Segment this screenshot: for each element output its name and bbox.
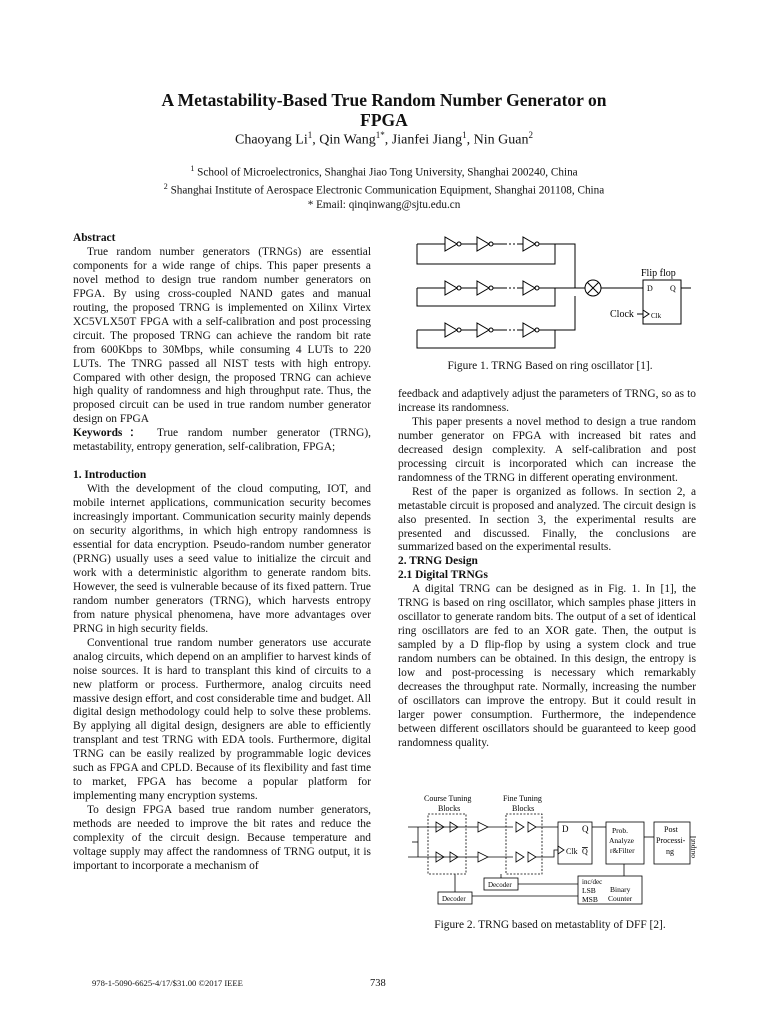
figure-2-dff-metastability — [398, 792, 700, 917]
right-paragraph-1: feedback and adaptively adjust the parameters of TRNG, so as to increase its randomness. — [398, 388, 696, 414]
intro-paragraph-1: With the development of the cloud computing, IOT, and mobile internet applications, communication security becomes increasingly important. Communication security mainly depends on security algorithms, in which high entropy randomness is essential for data encryption. Pseudo-random number generator (PRNG) usually uses a seed value to initialize the circuit and work with a deterministic algorithm to generate random bits. However, the seed is vulnerable because of its fixed pattern. True random number generators (TRNG), which harvests entropy from nature physical phenomena, have more advantages over PRNG in high security fields. — [73, 483, 371, 635]
prob-label-3: r&Filter — [610, 846, 635, 855]
coarse-tuning-box — [428, 814, 466, 874]
keywords-label: Keywords： — [73, 427, 148, 440]
decoder-fine-label: Decoder — [488, 881, 512, 889]
coarse-blocks-label: Blocks — [438, 804, 461, 813]
author-affiliation-marker: 2 — [528, 130, 533, 140]
left-column — [73, 232, 371, 874]
ring-oscillator-3 — [417, 296, 575, 348]
post-label-3: ng — [666, 847, 674, 856]
ff-q-label: Q — [670, 284, 676, 293]
output-label: output — [688, 838, 697, 858]
ring-oscillator-2 — [417, 281, 585, 306]
keywords-text: True random number generator (TRNG), metastability, entropy generation, self-calibration, FPGA; — [73, 427, 371, 454]
abstract-text: True random number generators (TRNGs) are essential components for a wide range of chips. This paper presents a novel method to design true random number generators on FPGA. By using cross-coupled NAND gates and manual routing, the proposed TRNG is implemented on Xilinx Virtex XC5VLX50T FPGA with a self-calibration and post processing circuit. The proposed TRNG can achieve the random bit rate from 600Kbps to 30Mbps, while consuming 4 LUTs to 220 LUTs. The TNRG passed all NIST tests with high entropy. Compared with other design, the proposed TRNG can achieve high quality of randomness and high throughput rate. Thus, the proposed circuit can be used in true random number generator design on FPGA — [73, 245, 371, 426]
affiliations — [60, 162, 708, 213]
title-line-2: FPGA — [360, 110, 408, 130]
figure-2-caption: Figure 2. TRNG based on metastablity of DFF [2]. — [434, 919, 666, 931]
section-2-1-heading: 2.1 Digital TRNGs — [398, 569, 488, 582]
counter-msb-label: MSB — [582, 895, 598, 904]
flip-flop-label: Flip flop — [641, 268, 676, 279]
keywords — [73, 427, 371, 455]
post-label-1: Post — [664, 825, 678, 834]
counter-lsb-label: LSB — [582, 886, 596, 895]
figure-1-ring-oscillator — [405, 228, 695, 358]
author-affiliation-marker: 1* — [375, 130, 385, 140]
affiliation-line: * Email: qinqinwang@sjtu.edu.cn — [307, 199, 461, 212]
author-affiliation-marker: 1 — [307, 130, 313, 140]
section-2-1-paragraph: A digital TRNG can be designed as in Fig. 1. In [1], the TRNG is based on ring oscillator, which samples phase jitters in oscillator to generate random bits. The output of a set of identical ring oscillators are fed to an XOR gate. Then, the output is sampled by a D flip-flop by using a system clock and true random numbers can be obtained. In this design, the entropy is low and post-processing is necessary which remarkably decreases the throughput rate. Normally, increasing the number of oscillators can improve the entropy. But it could result in larger power consumption. Furthermore, the independence between different oscillators should be guaranteed to keep good randomness quality. — [398, 583, 696, 749]
dff-q-label: Q — [582, 824, 589, 834]
author-list: Chaoyang Li$^1$, Qin Wang$^{1*}$, Jianfei Jiang$^1$, Nin Guan$^2$ — [235, 130, 533, 148]
affiliation-line: $^2$ Shanghai Institute of Aerospace Electronic Communication Equipment, Shanghai 201108, China — [163, 182, 605, 197]
page-number: 738 — [370, 978, 386, 989]
counter-binary-label: Binary — [610, 885, 631, 894]
copyright-footer: 978-1-5090-6625-4/17/$31.00 ©2017 IEEE — [92, 978, 243, 988]
coarse-tuning-label: Course Tuning — [424, 794, 472, 803]
intro-paragraph-2: Conventional true random number generators use accurate analog circuits, which depend on an amplifier to harvest kinds of noise sources. It is hard to transplant this kind of circuits to a new platform or process. Furthermore, analog circuits need massive design effort, and cost considerable time and budget. All digital design methodology could help to solve these problems. By applying all digital design, designers are able to efficiently transplant and test TRNG with EDA tools. Furthermore, digital TRNG can be easily realized by programmable logic devices such as FPGA and CPLD. Because of its flexibility and fast time to market, FPGA has become a popular platform for implementing many encryption systems. — [73, 636, 371, 803]
counter-label: Counter — [608, 894, 633, 903]
clock-label: Clock — [610, 309, 634, 320]
author-name: Jianfei Jiang — [391, 132, 463, 148]
abstract-heading: Abstract — [73, 232, 116, 244]
fine-tuning-label: Fine Tuning — [503, 794, 542, 803]
affiliation-marker: 1 — [190, 164, 195, 173]
dff-qbar-label: Q — [582, 847, 588, 856]
affiliation-line: $^1$ School of Microelectronics, Shanghai Jiao Tong University, Shanghai 200240, China — [190, 164, 578, 179]
author-affiliation-marker: 1 — [462, 130, 467, 140]
ff-clk-label: Clk — [651, 312, 662, 320]
right-paragraph-3: Rest of the paper is organized as follows. In section 2, a metastable circuit is proposed and analyzed. The circuit design is also presented. In section 3, the experimental results are presented and discussed. Finally, the conclusions are summarized based on the experimental results. — [398, 485, 696, 554]
right-column — [398, 388, 696, 751]
post-label-2: Processi- — [656, 836, 686, 845]
intro-paragraph-3: To design FPGA based true random number generators, methods are needed to improve the bit rates and reduce the complexity of the circuit design. Because temperature and voltage supply may affect the randomness of TRNG output, it is important to incorporate a mechanism of — [73, 804, 371, 872]
affiliation-marker: 2 — [163, 182, 168, 192]
section-2-heading: 2. TRNG Design — [398, 555, 478, 568]
fine-blocks-label: Blocks — [512, 804, 535, 813]
counter-incdec-label: inc/dec — [582, 878, 603, 886]
ff-d-label: D — [647, 284, 653, 293]
figure-1-caption: Figure 1. TRNG Based on ring oscillator [1]. — [447, 360, 653, 372]
author-name: Chaoyang Li — [235, 132, 308, 148]
fine-tuning-box — [506, 814, 542, 874]
dff-clk-label: Clk — [566, 847, 578, 856]
xor-gate-icon — [585, 280, 601, 296]
prob-label-1: Prob. — [612, 826, 629, 835]
title-line-1: A Metastability-Based True Random Number Generator on — [161, 90, 607, 110]
section-1-heading: 1. Introduction — [73, 469, 147, 482]
prob-label-2: Analyze — [609, 836, 634, 845]
decoder-coarse-label: Decoder — [442, 895, 466, 903]
author-name: Nin Guan — [473, 132, 529, 148]
author-name: Qin Wang — [319, 132, 376, 148]
ring-oscillator-1 — [417, 237, 575, 288]
right-paragraph-2: This paper presents a novel method to design a true random number generator on FPGA with increased bit rates and decreased design complexity. A self-calibration and post processing circuit is incorporated which can increase the randomness of the TRNG in different operating environment. — [398, 415, 696, 484]
paper-title — [60, 90, 708, 130]
dff-d-label: D — [562, 824, 569, 834]
